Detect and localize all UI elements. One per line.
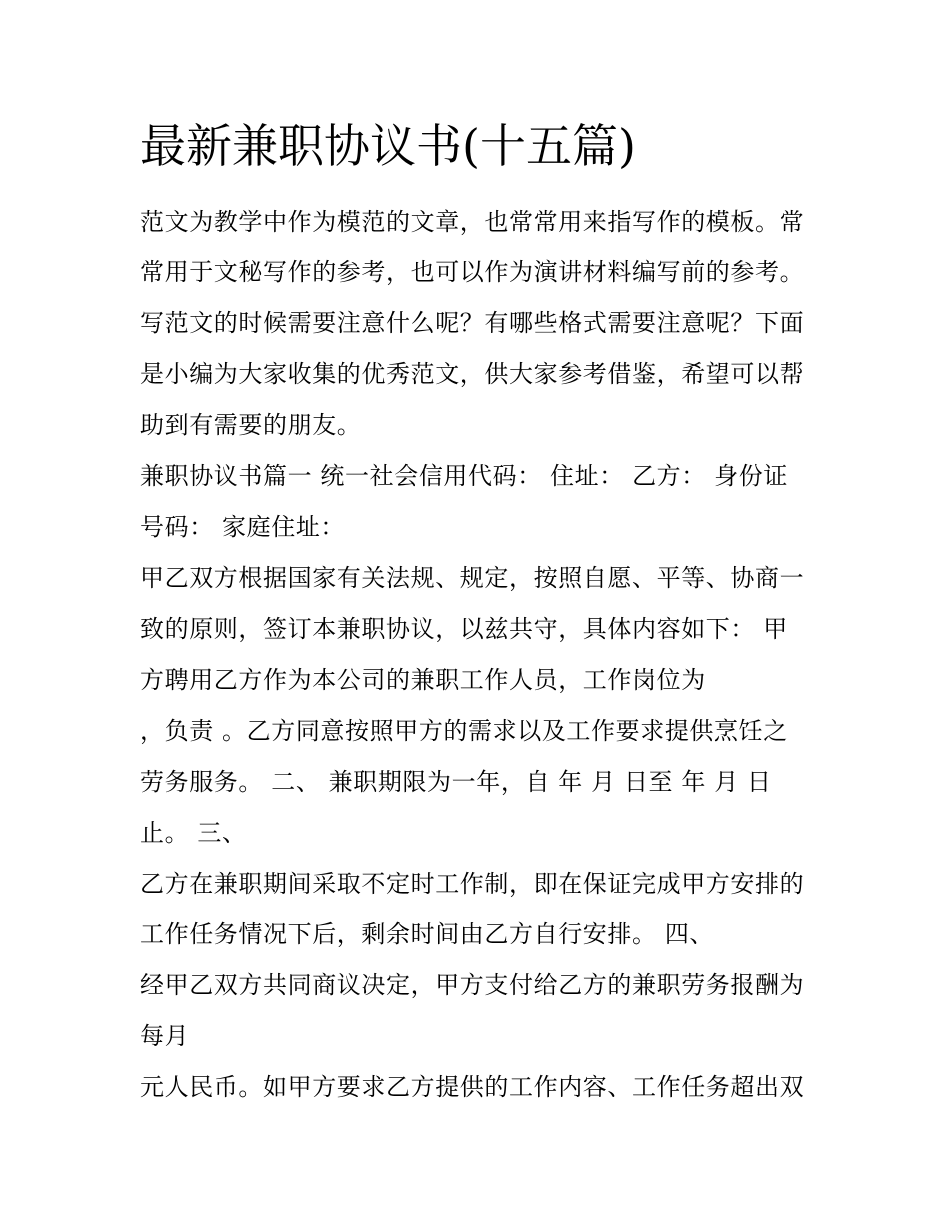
body-line: 止。 三、 [140,819,247,847]
body-line: 是小编为大家收集的优秀范文，供大家参考借鉴，希望可以帮 [140,360,805,388]
body-line: 每月 [140,1022,190,1050]
body-line: 方聘用乙方作为本公司的兼职工作人员，工作岗位为 [140,666,706,694]
body-line: 助到有需要的朋友。 [140,411,362,439]
body-line: 范文为教学中作为模范的文章，也常常用来指写作的模板。常 [140,208,805,236]
body-line: 工作任务情况下后，剩余时间由乙方自行安排。 四、 [140,920,715,948]
body-line: 经甲乙双方共同商议决定，甲方支付给乙方的兼职劳务报酬为 [140,971,805,999]
body-line: 写范文的时候需要注意什么呢？有哪些格式需要注意呢？下面 [140,309,805,337]
body-line: 兼职协议书篇一 统一社会信用代码： 住址： 乙方： 身份证 [140,462,788,490]
body-line: 致的原则，签订本兼职协议，以兹共守，具体内容如下： 甲 [140,615,788,643]
body-line: 元人民币。如甲方要求乙方提供的工作内容、工作任务超出双 [140,1073,805,1101]
body-line: 甲乙双方根据国家有关法规、规定，按照自愿、平等、协商一 [140,564,805,592]
body-line: 常用于文秘写作的参考，也可以作为演讲材料编写前的参考。 [140,258,805,286]
body-line: ，负责 。乙方同意按照甲方的需求以及工作要求提供烹饪之 [140,717,788,745]
body-line: 乙方在兼职期间采取不定时工作制，即在保证完成甲方安排的 [140,870,805,898]
body-line: 劳务服务。 二、 兼职期限为一年，自 年 月 日至 年 月 日 [140,768,772,796]
body-line: 号码： 家庭住址： [140,513,346,541]
document-title: 最新兼职协议书(十五篇) [140,119,636,173]
